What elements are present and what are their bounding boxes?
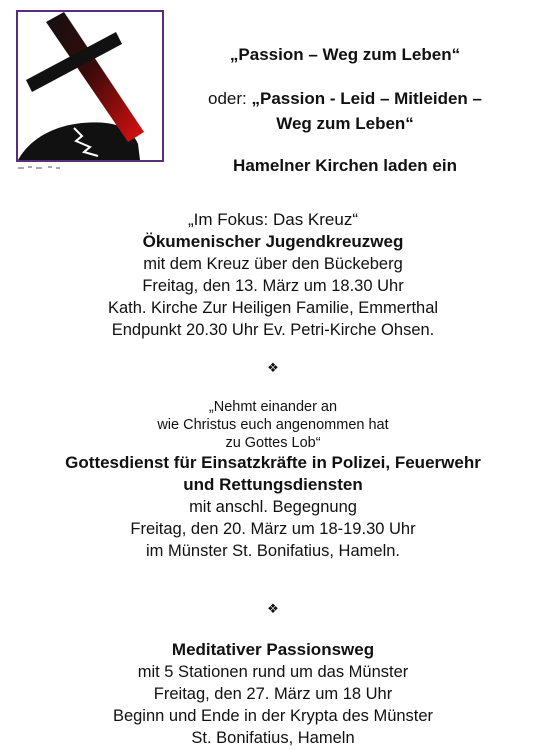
event2-date: Freitag, den 20. März um 18-19.30 Uhr (130, 520, 416, 538)
event2-motto-line2: wie Christus euch angenommen hat (157, 417, 389, 433)
alt-prefix: oder: (208, 89, 252, 108)
event3-place-line2: St. Bonifatius, Hameln (191, 729, 355, 747)
event-jugendkreuzweg (0, 209, 546, 341)
event3-date: Freitag, den 27. März um 18 Uhr (153, 685, 393, 703)
cross-on-hill-icon (16, 10, 164, 162)
alt-title-line1: „Passion - Leid – Mitleiden – (251, 89, 482, 108)
series-title: „Passion – Weg zum Leben“ (229, 45, 461, 64)
event1-place: Kath. Kirche Zur Heiligen Familie, Emmerthal (107, 299, 439, 317)
alt-title-line2: Weg zum Leben“ (276, 114, 414, 133)
logo-caption-mark (18, 164, 78, 172)
event3-title: Meditativer Passionsweg (171, 640, 375, 659)
event2-title-line1: Gottesdienst für Einsatzkräfte in Polizei, Feuerwehr (65, 453, 481, 472)
invitation-line: Hamelner Kirchen laden ein (233, 156, 457, 175)
series-alt-title (176, 88, 514, 110)
event-einsatzkraefte (0, 398, 546, 562)
event1-title: Ökumenischer Jugendkreuzweg (142, 232, 404, 251)
separator-ornament: ❖ (267, 360, 279, 375)
event2-place: im Münster St. Bonifatius, Hameln. (145, 542, 400, 560)
event3-stations: mit 5 Stationen rund um das Münster (137, 663, 409, 681)
event-passionsweg (0, 639, 546, 749)
event1-route: mit dem Kreuz über den Bückeberg (143, 255, 403, 273)
separator-ornament: ❖ (267, 601, 279, 616)
event2-title-line2: und Rettungsdiensten (183, 475, 363, 494)
event2-note: mit anschl. Begegnung (189, 498, 357, 516)
event1-motto: „Im Fokus: Das Kreuz“ (187, 210, 359, 229)
event3-place-line1: Beginn und Ende in der Krypta des Münster (112, 707, 434, 725)
event2-motto-line1: „Nehmt einander an (208, 399, 338, 415)
event1-date: Freitag, den 13. März um 18.30 Uhr (142, 277, 404, 295)
event2-motto-line3: zu Gottes Lob“ (225, 435, 321, 451)
event1-end: Endpunkt 20.30 Uhr Ev. Petri-Kirche Ohsen. (111, 321, 435, 339)
header (176, 44, 514, 177)
